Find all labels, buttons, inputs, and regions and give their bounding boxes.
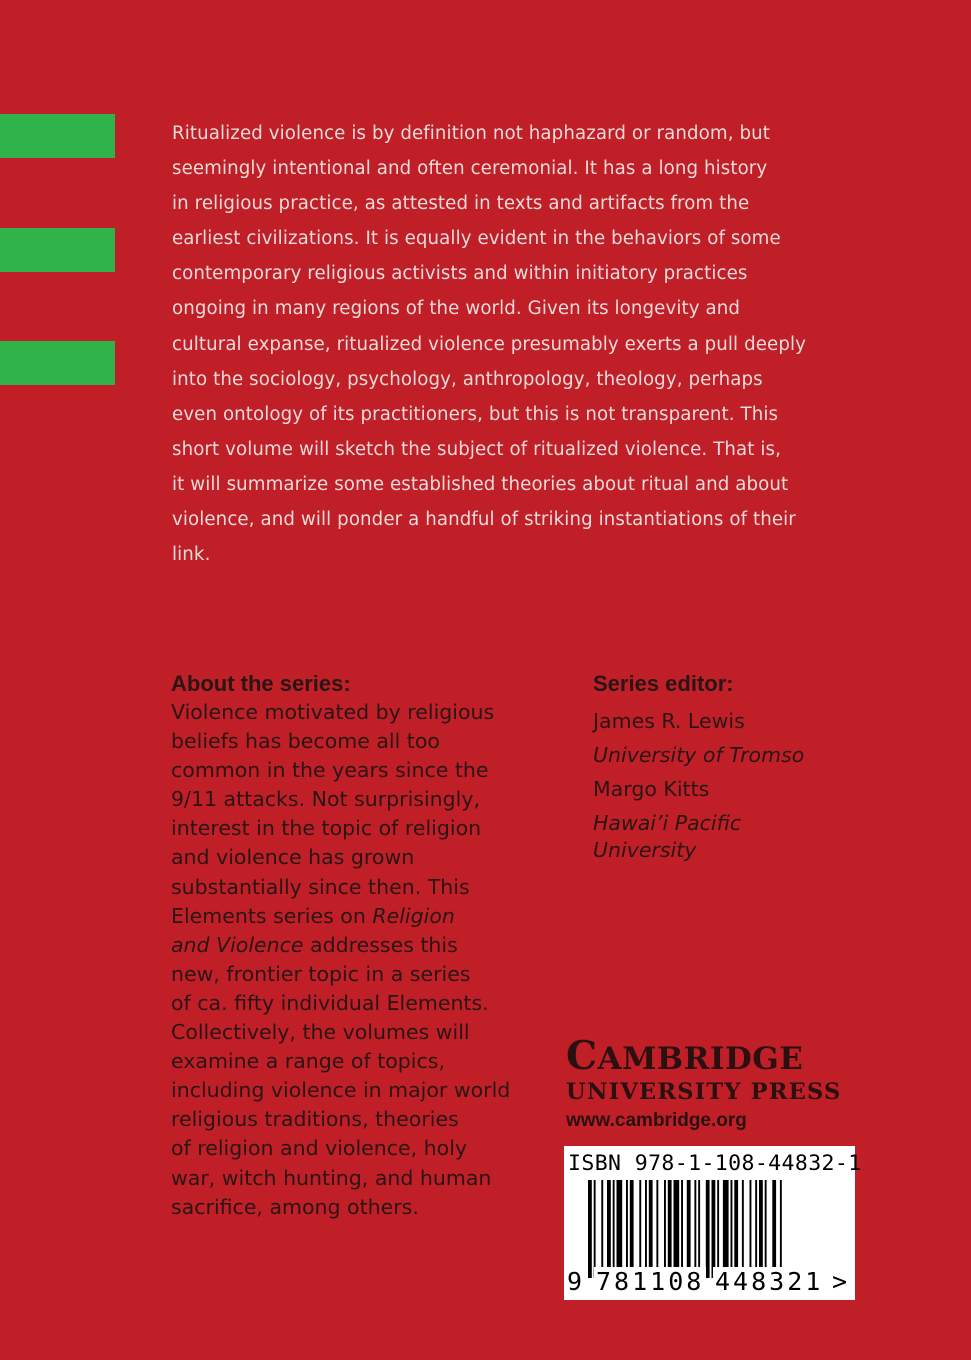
barcode-bar	[687, 1180, 691, 1278]
barcode-bar	[742, 1180, 744, 1278]
barcode-bar	[731, 1180, 733, 1278]
barcode-bar	[723, 1180, 729, 1278]
about-line: interest in the topic of religion	[171, 816, 482, 841]
barcode-tail-marker: >	[832, 1267, 848, 1296]
description-line: short volume will sketch the subject of ritualized violence. That is,	[172, 438, 781, 460]
barcode-bar	[649, 1180, 653, 1278]
green-accent-bar-1	[0, 114, 115, 158]
series-editor-heading: Series editor:	[593, 671, 734, 696]
about-line: examine a range of topics,	[171, 1049, 445, 1074]
green-accent-bar-2	[0, 228, 115, 272]
barcode-bar	[734, 1180, 738, 1278]
barcode-bar	[613, 1180, 615, 1278]
barcode-bar	[639, 1180, 641, 1278]
barcode-bar	[588, 1180, 592, 1278]
about-line: religious traditions, theories	[171, 1107, 459, 1132]
about-line: beliefs has become all too	[171, 729, 440, 754]
about-line: of religion and violence, holy	[171, 1136, 468, 1161]
about-line: Violence motivated by religious	[171, 700, 495, 724]
barcode-group-right: 448321	[715, 1267, 824, 1296]
barcode-bar	[694, 1180, 696, 1278]
description-line: ongoing in many regions of the world. Given its longevity and	[172, 298, 740, 320]
barcode-bar	[765, 1180, 767, 1278]
about-line	[171, 931, 551, 960]
barcode-bar	[626, 1180, 628, 1278]
about-line: substantially since then. This	[171, 874, 470, 899]
description-line: violence, and will ponder a handful of striking instantiations of their	[172, 509, 796, 531]
barcode-bar	[607, 1180, 611, 1278]
barcode-bar	[664, 1180, 666, 1278]
publisher-name-initial: C	[566, 1033, 598, 1079]
barcode-bar	[645, 1180, 647, 1278]
isbn-label: ISBN 978-1-108-44832-1	[568, 1151, 862, 1176]
barcode-bar	[630, 1180, 634, 1278]
editor-affiliation	[593, 810, 893, 864]
about-the-series	[171, 670, 551, 1222]
series-editors	[593, 670, 893, 864]
about-line: common in the years since the	[171, 758, 489, 783]
about-line: and violence has grown	[171, 845, 415, 870]
barcode-bar	[750, 1180, 752, 1278]
about-line: including violence in major world	[171, 1078, 511, 1103]
description-line: seemingly intentional and often ceremonial. It has a long history	[172, 158, 768, 180]
description-line: earliest civilizations. It is equally evident in the behaviors of some	[172, 228, 781, 250]
barcode-bar	[601, 1180, 603, 1278]
series-title: Religion	[372, 903, 455, 928]
barcode-bar	[617, 1180, 623, 1278]
about-series-body	[171, 698, 551, 1222]
barcode-digits	[564, 1267, 855, 1297]
barcode-bar	[656, 1180, 658, 1278]
about-line: 9/11 attacks. Not surprisingly,	[171, 787, 481, 812]
description-line: even ontology of its practitioners, but this is not transparent. This	[172, 403, 779, 425]
about-line-text: Elements series on	[171, 903, 373, 928]
green-accent-bar-3	[0, 341, 115, 385]
publisher-logo	[566, 1033, 866, 1137]
isbn-barcode-box	[564, 1146, 862, 1300]
barcode-bar	[706, 1180, 710, 1278]
barcode-bar	[594, 1180, 596, 1278]
barcode-group-left: 781108	[596, 1267, 705, 1296]
description-line: Ritualized violence is by definition not haphazard or random, but	[172, 123, 770, 144]
description-line: in religious practice, as attested in texts and artifacts from the	[172, 193, 750, 215]
about-line: sacrifice, among others.	[171, 1194, 419, 1219]
publisher-name-rest: AMBRIDGE	[597, 1041, 804, 1077]
description-line: it will summarize some established theories about ritual and about	[172, 473, 789, 495]
barcode-bar	[755, 1180, 757, 1278]
barcode-bar	[668, 1180, 672, 1278]
about-line: war, witch hunting, and human	[171, 1165, 492, 1190]
barcode-bar	[759, 1180, 763, 1278]
editor-affiliation-line: Hawai’i Pacific	[593, 811, 742, 835]
description-line: into the sociology, psychology, anthropology, theology, perhaps	[172, 368, 763, 390]
about-line: of ca. fifty individual Elements.	[171, 990, 489, 1015]
description-line: contemporary religious activists and within initiatory practices	[172, 263, 748, 285]
barcode-bar	[681, 1180, 683, 1278]
editor-name: James R. Lewis	[593, 709, 745, 733]
barcode-bar	[772, 1180, 776, 1278]
barcode-bar	[674, 1180, 680, 1278]
publisher-subtitle: UNIVERSITY PRESS	[566, 1079, 842, 1105]
editor-affiliation-line: University	[593, 838, 697, 862]
barcode-graphic	[564, 1180, 855, 1280]
editor-name: Margo Kitts	[593, 777, 710, 801]
publisher-name	[566, 1033, 866, 1079]
barcode-bar	[698, 1180, 700, 1278]
barcode-bar	[717, 1180, 719, 1278]
about-line: Collectively, the volumes will	[171, 1020, 470, 1045]
about-line	[171, 902, 551, 931]
publisher-url: www.cambridge.org	[566, 1110, 747, 1131]
about-line-text: addresses this	[303, 932, 458, 957]
barcode-lead-digit: 9	[567, 1267, 583, 1296]
barcode-bar	[712, 1180, 716, 1278]
barcode-bar	[780, 1180, 782, 1278]
editor-affiliation: University of Tromso	[593, 743, 805, 767]
description-line: link.	[172, 544, 211, 566]
book-description	[172, 116, 852, 572]
about-series-heading: About the series:	[171, 671, 351, 696]
about-line: new, frontier topic in a series	[171, 961, 471, 986]
description-line: cultural expanse, ritualized violence presumably exerts a pull deeply	[172, 333, 806, 355]
series-title: and Violence	[171, 932, 304, 957]
